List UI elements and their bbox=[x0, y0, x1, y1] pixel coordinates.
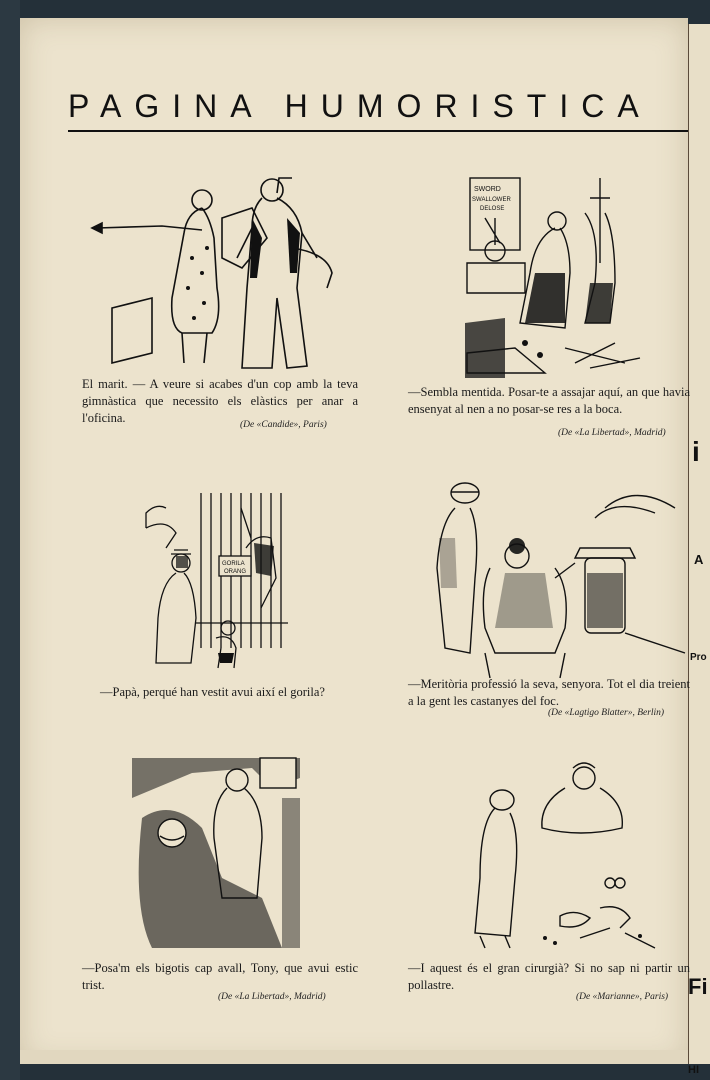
cartoon-source: (De «Marianne», Paris) bbox=[576, 992, 669, 1002]
poster-text: DELOSE bbox=[480, 206, 505, 212]
title-rule bbox=[68, 130, 688, 132]
poster-text: SWORD bbox=[474, 186, 501, 193]
edge-fragment: Fi bbox=[688, 974, 708, 999]
cartoon-source: (De «Candide», Paris) bbox=[240, 420, 327, 430]
cartoon-gorilla-cage bbox=[136, 488, 291, 673]
cartoon-caption: —I aquest és el gran cirurgià? Si no sap ni partir un pollastre. bbox=[408, 961, 690, 992]
book-spine bbox=[0, 0, 20, 1080]
cartoon-sword-swallower bbox=[465, 173, 655, 378]
cartoon-surgeon bbox=[460, 758, 660, 953]
cartoon-caption: —Sembla mentida. Posar-te a assajar aquí, an que havia ensenyat al nen a no posar-se res a la boca. bbox=[408, 385, 690, 416]
poster-text: SWALLOWER bbox=[472, 197, 511, 203]
cartoon-caption: —Posa'm els bigotis cap avall, Tony, que avui estic trist. bbox=[82, 961, 358, 992]
cartoon-barber bbox=[132, 758, 300, 953]
page-title: PAGINA HUMORISTICA bbox=[68, 88, 652, 124]
cage-sign-text: ORANG bbox=[224, 569, 247, 575]
cartoon-caption: —Papà, perqué han vestit avui així el gorila? bbox=[100, 685, 325, 699]
edge-fragment: A bbox=[694, 552, 704, 567]
magazine-page bbox=[20, 18, 688, 1064]
cartoon-source: (De «Lagtigo Blatter», Berlin) bbox=[548, 708, 665, 718]
adjacent-page-edge bbox=[686, 24, 710, 1076]
cartoon-source: (De «La Libertad», Madrid) bbox=[218, 992, 326, 1002]
edge-fragment: HI bbox=[688, 1064, 699, 1076]
cartoon-caption: El marit. — A veure si acabes d'un cop amb la teva gimnàstica que necessito els elàstics per anar a l'oficina. bbox=[82, 377, 358, 425]
edge-fragment: Pro bbox=[690, 652, 707, 663]
cartoon-gymnastics bbox=[92, 178, 337, 378]
page-bottom-strip bbox=[20, 1050, 688, 1064]
cage-sign-text: GORILA bbox=[222, 561, 245, 567]
cartoon-caption: —Meritòria professió la seva, senyora. Tot el dia treient a la gent les castanyes del foc. bbox=[408, 677, 690, 708]
edge-fragment: i bbox=[692, 436, 700, 467]
cartoon-source: (De «La Libertad», Madrid) bbox=[558, 428, 666, 438]
cartoon-chestnut-seller bbox=[425, 478, 685, 683]
